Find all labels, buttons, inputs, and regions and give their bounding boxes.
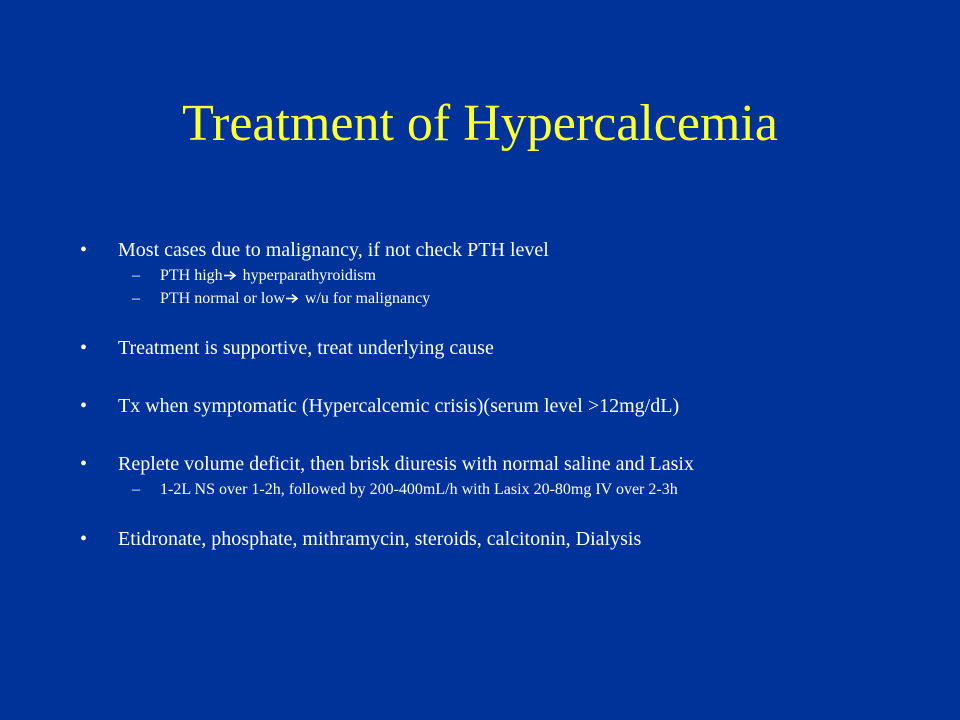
bullet-item (78, 334, 938, 362)
sub-bullet-text-before: PTH normal or low (160, 290, 285, 307)
sub-bullet-item (118, 478, 938, 501)
bullet-item (78, 392, 938, 420)
sub-bullet-text-after: w/u for malignancy (300, 290, 431, 307)
bullet-item (78, 450, 938, 501)
bullet-text: Etidronate, phosphate, mithramycin, steroids, calcitonin, Dialysis (118, 528, 642, 550)
right-arrow-icon (286, 293, 299, 304)
bullet-marker: • (80, 528, 88, 550)
right-arrow-icon (224, 270, 237, 281)
sub-bullet-text: 1-2L NS over 1-2h, followed by 200-400mL/h with Lasix 20-80mg IV over 2-3h (160, 481, 678, 498)
bullet-list (78, 236, 938, 553)
sub-bullet-text-after: hyperparathyroidism (238, 267, 376, 284)
bullet-item (78, 525, 938, 553)
sub-bullet-list (118, 478, 938, 501)
bullet-text: Treatment is supportive, treat underlying cause (118, 337, 494, 359)
sub-bullet-list (118, 264, 938, 310)
sub-bullet-marker: – (132, 267, 140, 284)
sub-bullet-text-before: PTH high (160, 267, 223, 284)
bullet-marker: • (80, 395, 88, 417)
bullet-text: Tx when symptomatic (Hypercalcemic crisis)(serum level >12mg/dL) (118, 395, 680, 417)
bullet-text: Replete volume deficit, then brisk diuresis with normal saline and Lasix (118, 453, 694, 475)
sub-bullet-item (118, 287, 938, 310)
sub-bullet-item (118, 264, 938, 287)
slide-title: Treatment of Hypercalcemia (182, 95, 778, 152)
bullet-marker: • (80, 337, 88, 359)
bullet-text: Most cases due to malignancy, if not check PTH level (118, 239, 549, 261)
bullet-item (78, 236, 938, 310)
sub-bullet-marker: – (132, 290, 140, 307)
bullet-marker: • (80, 453, 88, 475)
bullet-marker: • (80, 239, 88, 261)
sub-bullet-marker: – (132, 481, 140, 498)
